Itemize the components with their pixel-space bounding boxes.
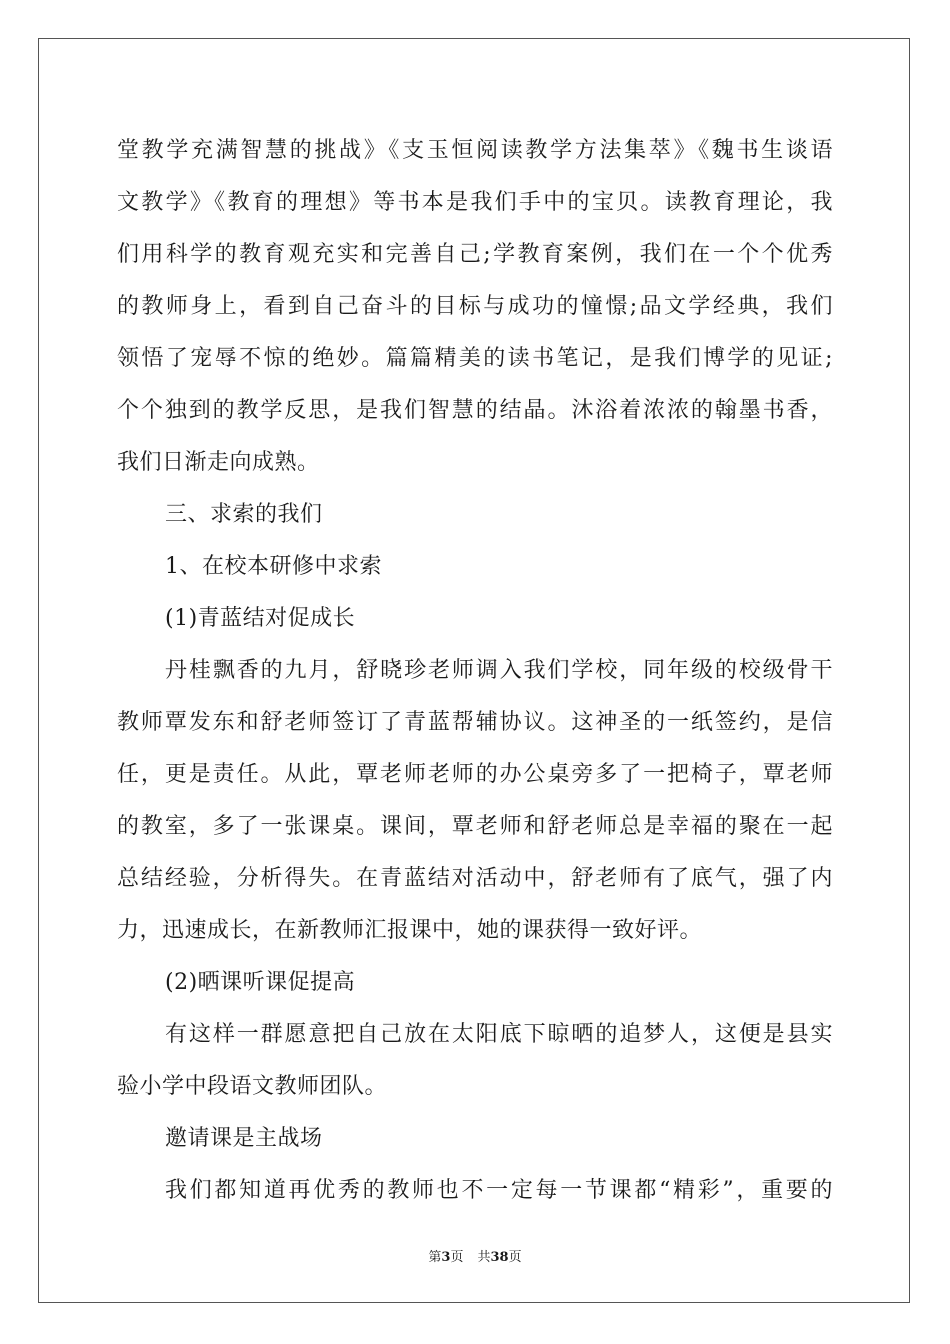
- text-line: 总结经验，分析得失。在青蓝结对活动中，舒老师有了底气，强了内: [117, 866, 833, 891]
- total-unit: 页: [508, 1250, 522, 1265]
- text-line: 有这样一群愿意把自己放在太阳底下晾晒的追梦人，这便是县实: [165, 1022, 833, 1047]
- text-line: 的教室，多了一张课桌。课间，覃老师和舒老师总是幸福的聚在一起: [117, 814, 833, 839]
- text-line: 任，更是责任。从此，覃老师老师的办公桌旁多了一把椅子，覃老师: [117, 762, 833, 787]
- subsection-heading: 邀请课是主战场: [165, 1126, 323, 1151]
- subsection-heading: (2)晒课听课促提高: [165, 970, 356, 995]
- subsection-heading: (1)青蓝结对促成长: [165, 606, 356, 631]
- text-line: 个个独到的教学反思，是我们智慧的结晶。沐浴着浓浓的翰墨书香，: [117, 398, 833, 423]
- text-line: 文教学》《教育的理想》等书本是我们手中的宝贝。读教育理论，我: [117, 190, 833, 215]
- text-line: 我们日渐走向成熟。: [117, 450, 320, 475]
- text-line: 堂教学充满智慧的挑战》《支玉恒阅读教学方法集萃》《魏书生谈语: [117, 138, 833, 163]
- page-prefix: 第: [428, 1250, 442, 1265]
- text-line: 的教师身上，看到自己奋斗的目标与成功的憧憬;品文学经典，我们: [117, 294, 833, 319]
- page-footer: [0, 1246, 950, 1265]
- text-line: 们用科学的教育观充实和完善自己;学教育案例，我们在一个个优秀: [117, 242, 833, 267]
- text-line: 我们都知道再优秀的教师也不一定每一节课都“精彩”，重要的: [165, 1178, 833, 1203]
- text-line: 领悟了宠辱不惊的绝妙。篇篇精美的读书笔记，是我们博学的见证;: [117, 346, 833, 371]
- section-heading: 三、求索的我们: [165, 502, 323, 527]
- text-line: 丹桂飘香的九月，舒晓珍老师调入我们学校，同年级的校级骨干: [165, 658, 833, 683]
- page-unit: 页: [450, 1250, 464, 1265]
- total-prefix: 共: [477, 1250, 491, 1265]
- text-line: 教师覃发东和舒老师签订了青蓝帮辅协议。这神圣的一纸签约，是信: [117, 710, 833, 735]
- text-line: 验小学中段语文教师团队。: [117, 1074, 388, 1099]
- page-number: 3: [441, 1250, 451, 1265]
- text-line: 力，迅速成长，在新教师汇报课中，她的课获得一致好评。: [117, 918, 703, 943]
- page-total: 38: [490, 1250, 509, 1265]
- document-body: [117, 125, 833, 1217]
- subsection-heading: 1、在校本研修中求索: [165, 554, 382, 579]
